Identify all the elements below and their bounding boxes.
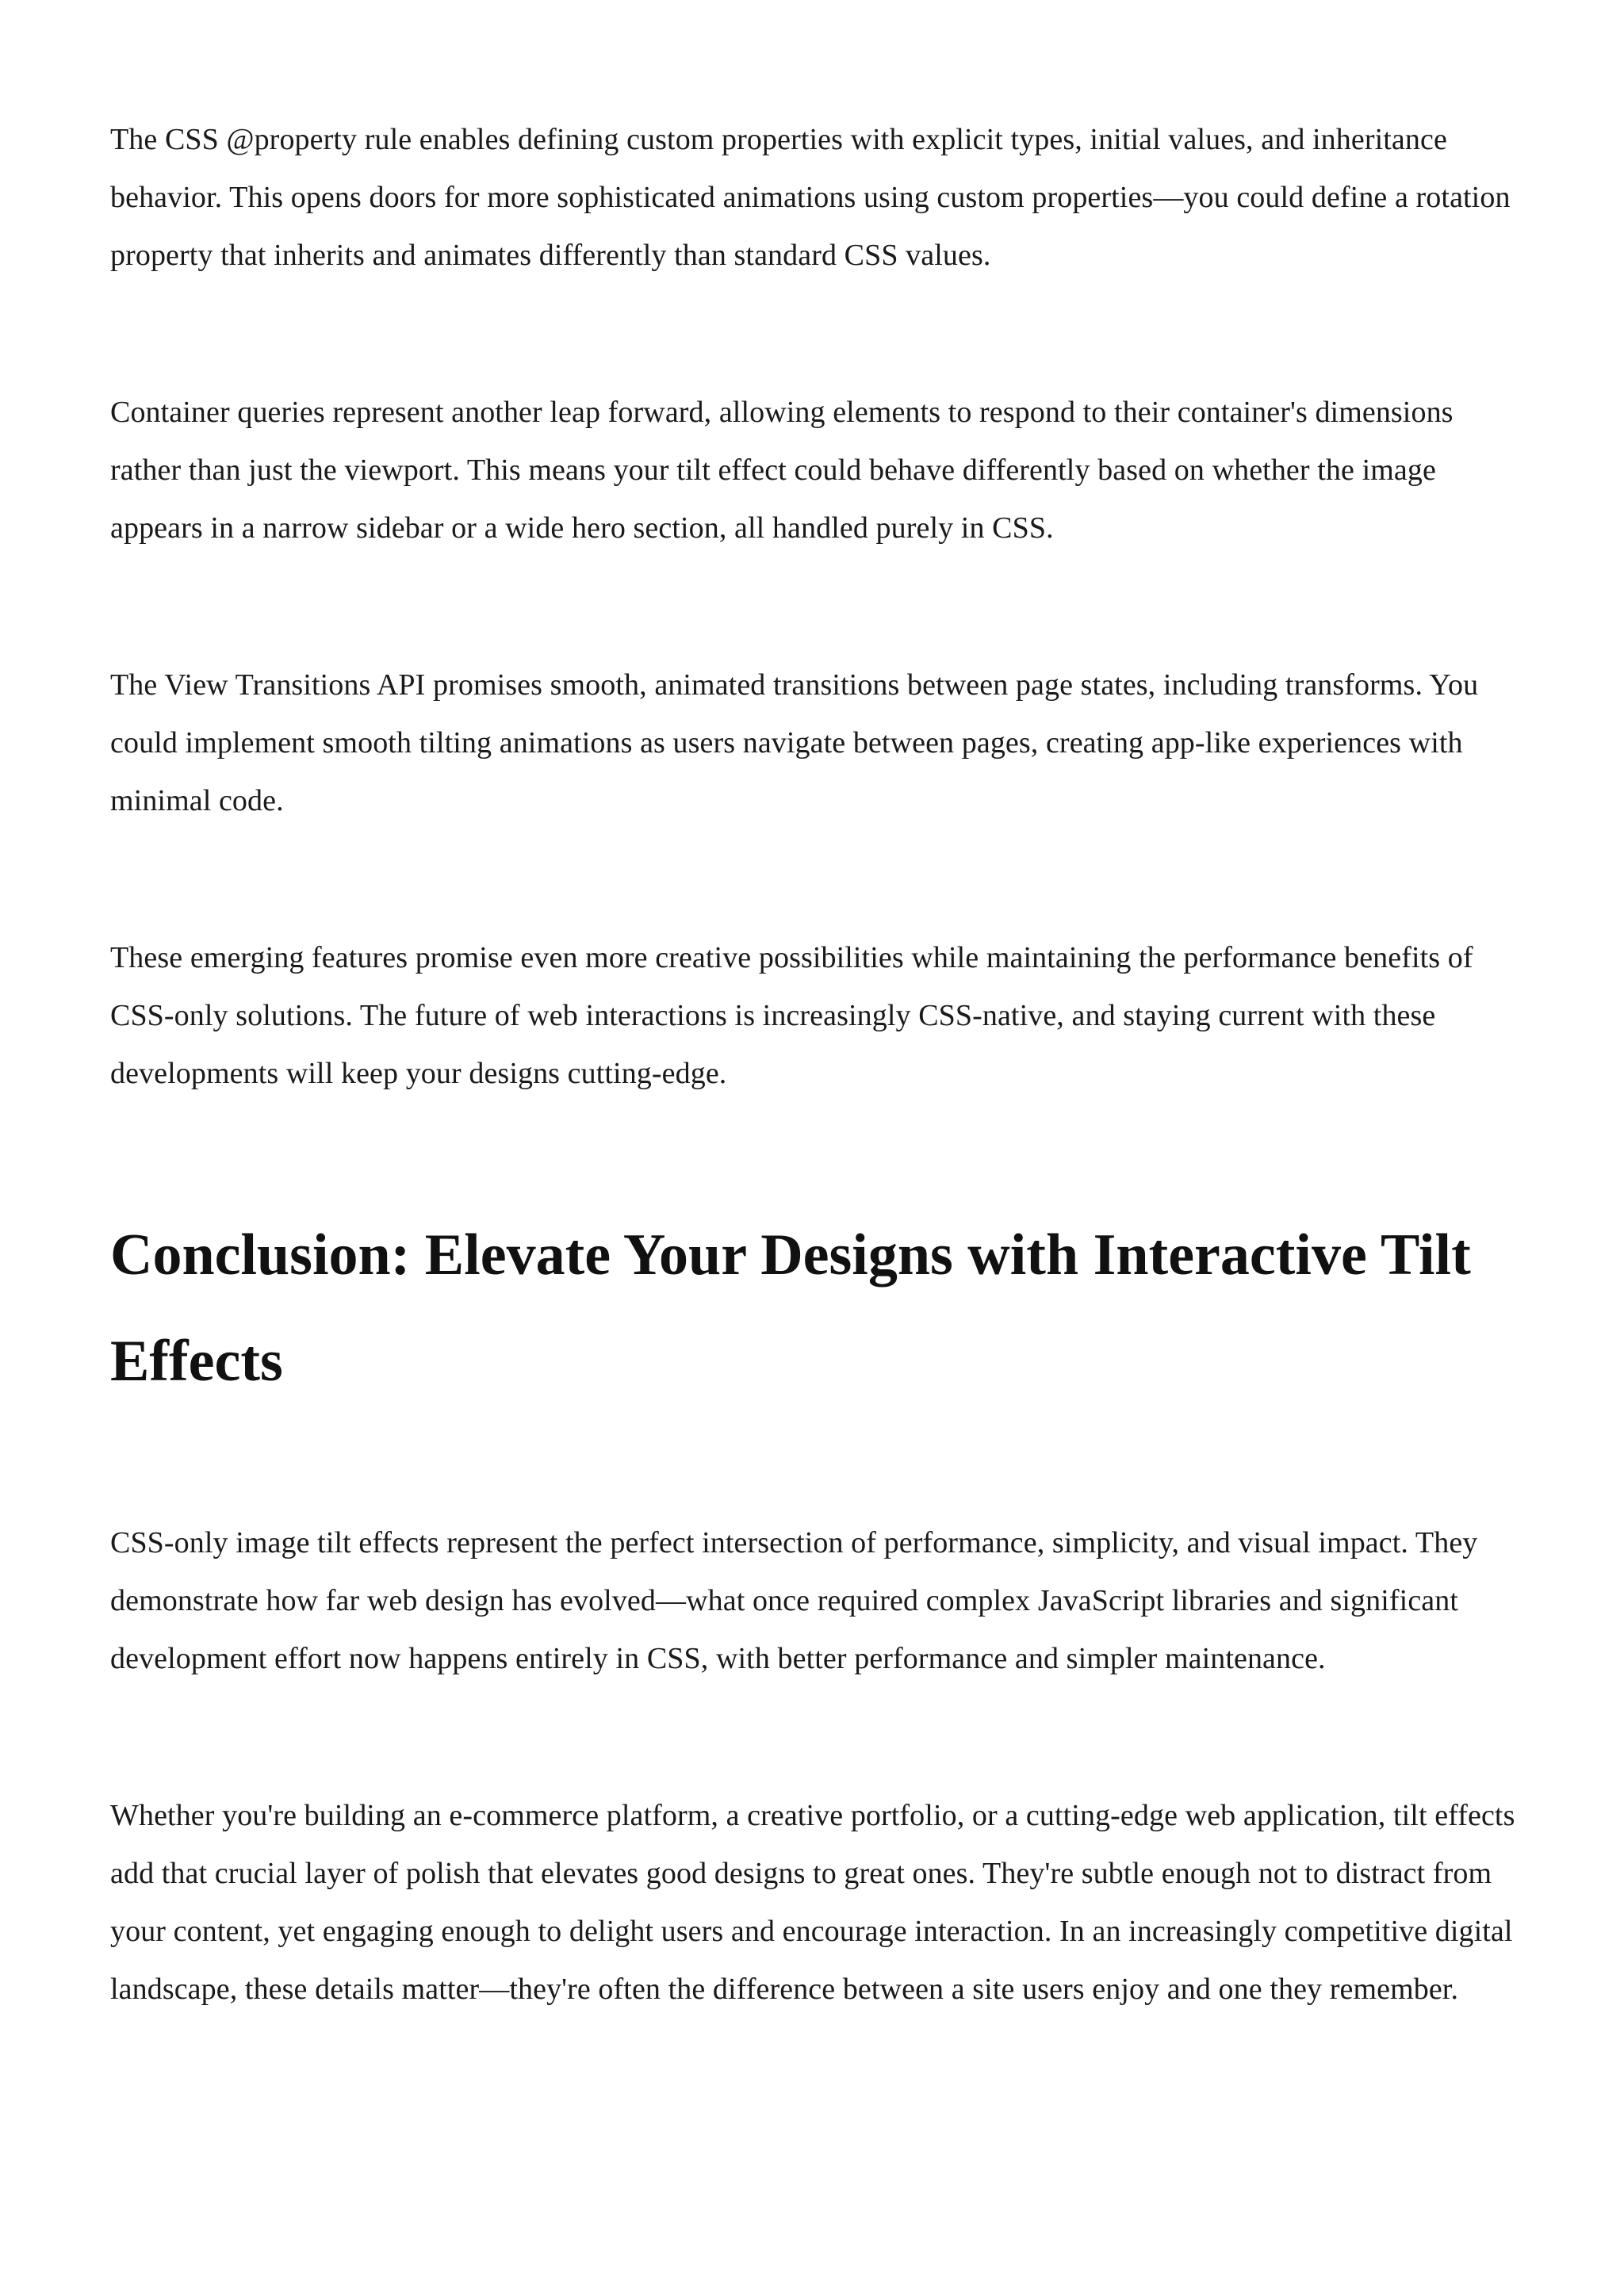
paragraph-conclusion-2: Whether you're building an e-commerce platform, a creative portfolio, or a cutting-edge web application, tilt effects add that crucial layer of polish that elevates good designs to great ones. They're subtle enough not to distract from your content, yet engaging enough to delight users and encourage interaction. In an increasingly competitive digital landscape, these details matter—they're often the difference between a site users enjoy and one they remember. [110, 1799, 1515, 2006]
paragraph-conclusion-1: CSS-only image tilt effects represent the perfect intersection of performance, simplicity, and visual impact. They demonstrate how far web design has evolved—what once required complex JavaScript libraries and significant development effort now happens entirely in CSS, with better performance and simpler maintenance. [110, 1526, 1478, 1675]
paragraph-container-queries: Container queries represent another leap forward, allowing elements to respond to their container's dimensions rather than just the viewport. This means your tilt effect could behave differently based on whether the image appears in a narrow sidebar or a wide hero section, all handled purely in CSS. [110, 396, 1454, 545]
section-heading-conclusion: Conclusion: Elevate Your Designs with Interactive Tilt Effects [110, 1223, 1471, 1394]
paragraph-view-transitions: The View Transitions API promises smooth, animated transitions between page states, including transforms. You could implement smooth tilting animations as users navigate between pages, creating app-like experiences with minimal code. [110, 668, 1479, 817]
paragraph-css-property: The CSS @property rule enables defining custom properties with explicit types, initial values, and inheritance behavior. This opens doors for more sophisticated animations using custom properties—you could define a rotation property that inherits and animates differently than standard CSS values. [110, 123, 1511, 272]
article-body [110, 111, 1530, 2118]
paragraph-emerging-features: These emerging features promise even more creative possibilities while maintaining the performance benefits of CSS-only solutions. The future of web interactions is increasingly CSS-native, and staying current with these developments will keep your designs cutting-edge. [110, 941, 1473, 1090]
